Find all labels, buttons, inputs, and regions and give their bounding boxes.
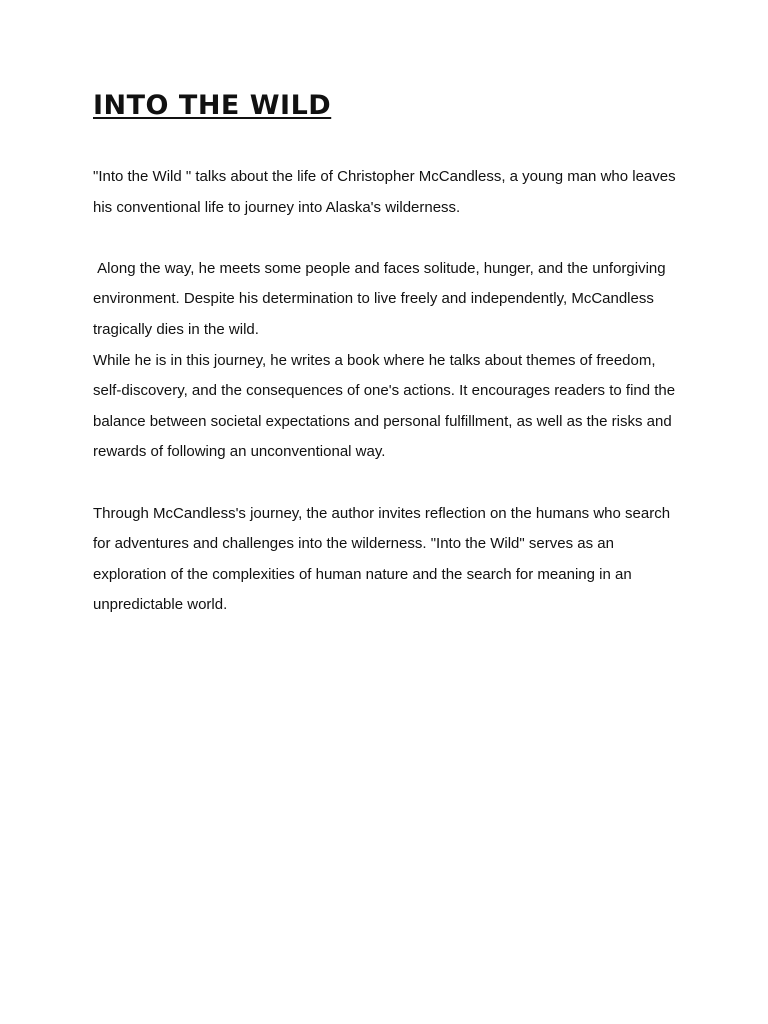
paragraph-intro: "Into the Wild " talks about the life of Christopher McCandless, a young man who leaves his conventional life to journey into Alaska's wilderness.	[93, 168, 680, 216]
paragraph-reflection: Through McCandless's journey, the author invites reflection on the humans who search for adventures and challenges into the wilderness. "Into the Wild" serves as an exploration of the complexities of human nature and the search for meaning in an unpredictable world.	[93, 504, 675, 614]
paragraph-journey: Along the way, he meets some people and faces solitude, hunger, and the unforgiving environment. Despite his determination to live freely and independently, McCandless tragically dies in the wild.	[93, 259, 670, 338]
document-body	[93, 162, 683, 621]
paragraph-spacer	[93, 468, 683, 499]
paragraph-spacer	[93, 223, 683, 254]
document-title: INTO THE WILD	[93, 90, 332, 121]
paragraph-themes: While he is in this journey, he writes a book where he talks about themes of freedom, self-discovery, and the consequences of one's actions. It encourages readers to find the balance between societal expectations and personal fulfillment, as well as the risks and rewards of following an unconventional way.	[93, 351, 680, 461]
